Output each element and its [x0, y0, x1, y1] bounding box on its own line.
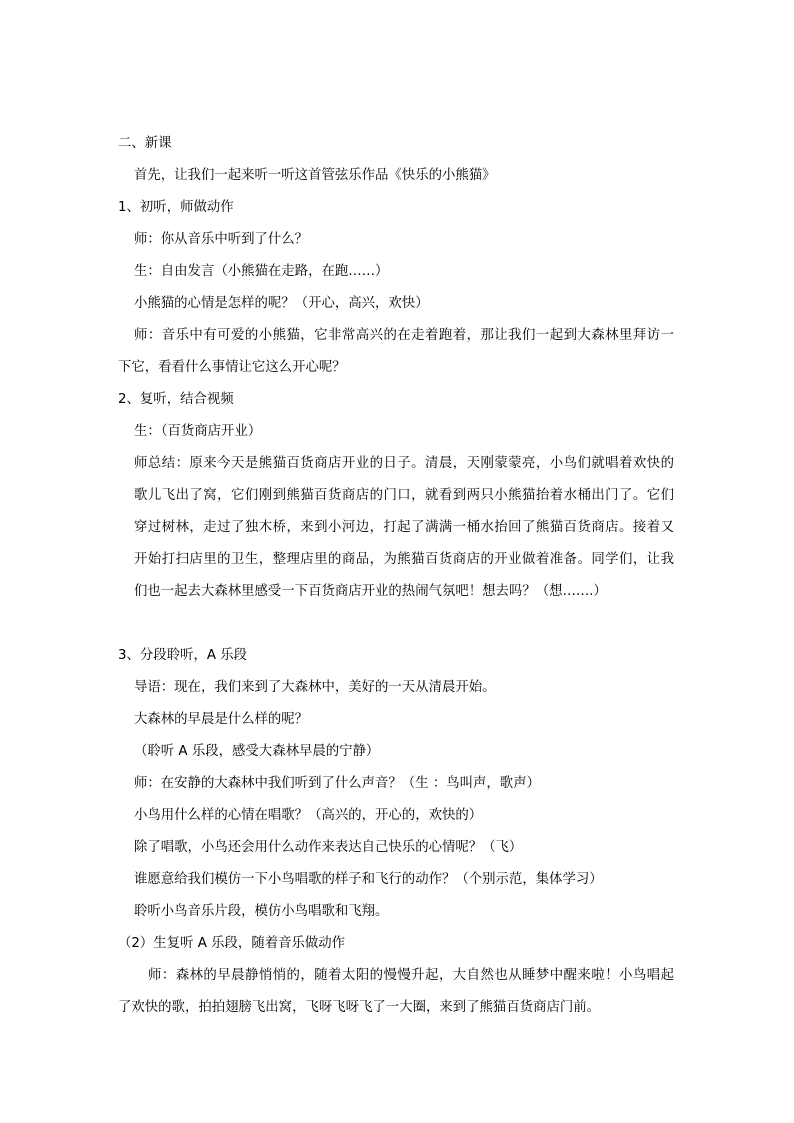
part3-sub2-line-1: 师：森林的早晨静悄悄的，随着太阳的慢慢升起，大自然也从睡梦中醒来啦！小鸟唱起	[148, 968, 674, 983]
part1-line-1: 师：你从音乐中听到了什么？	[134, 232, 309, 247]
section-title: 二、新课	[118, 136, 172, 151]
paragraph-gap	[0, 608, 794, 640]
part3-line-5: 小鸟用什么样的心情在唱歌？（高兴的，开心的，欢快的）	[134, 808, 483, 823]
part2-line-5: 开始打扫店里的卫生，整理店里的商品，为熊猫百货商店的开业做着准备。同学们，让我	[134, 552, 674, 567]
document-body	[0, 128, 794, 1024]
part3-line-7: 谁愿意给我们模仿一下小鸟唱歌的样子和飞行的动作？（个别示范，集体学习）	[134, 872, 603, 887]
part3-line-3: （聆听 A 乐段，感受大森林早晨的宁静）	[134, 744, 380, 759]
part1-line-4: 师：音乐中有可爱的小熊猫，它非常高兴的在走着跑着，那让我们一起到大森林里拜访一	[134, 328, 674, 343]
part3-line-2: 大森林的早晨是什么样的呢？	[134, 712, 309, 727]
part1-heading: 1、初听，师做动作	[118, 200, 234, 215]
part2-line-1: 生：（百货商店开业）	[134, 424, 262, 439]
part3-line-1: 导语：现在，我们来到了大森林中，美好的一天从清晨开始。	[134, 680, 496, 695]
intro-paragraph: 首先，让我们一起来听一听这首管弦乐作品《快乐的小熊猫》	[134, 168, 496, 183]
part2-line-2: 师总结：原来今天是熊猫百货商店开业的日子。清晨，天刚蒙蒙亮，小鸟们就唱着欢快的	[134, 456, 674, 471]
part1-line-2: 生：自由发言（小熊猫在走路，在跑……）	[134, 264, 389, 279]
part1-line-3: 小熊猫的心情是怎样的呢？（开心，高兴，欢快）	[134, 296, 429, 311]
part1-line-5: 下它，看看什么事情让它这么开心呢？	[118, 360, 346, 375]
part2-line-6: 们也一起去大森林里感受一下百货商店开业的热闹气氛吧！想去吗？（想…….）	[134, 584, 607, 599]
part3-heading: 3、分段聆听，A 乐段	[118, 648, 248, 663]
part2-line-3: 歌儿飞出了窝，它们刚到熊猫百货商店的门口，就看到两只小熊猫抬着水桶出门了。它们	[134, 488, 674, 503]
part2-heading: 2、复听，结合视频	[118, 392, 234, 407]
part3-sub2-heading: （2）生复听 A 乐段，随着音乐做动作	[118, 936, 346, 951]
part3-line-8: 聆听小鸟音乐片段，模仿小鸟唱歌和飞翔。	[134, 904, 389, 919]
part3-line-4: 师：在安静的大森林中我们听到了什么声音？（生 ：鸟叫声，歌声）	[134, 776, 540, 791]
part3-line-6: 除了唱歌，小鸟还会用什么动作来表达自己快乐的心情呢？（飞）	[134, 840, 523, 855]
part3-sub2-line-2: 了欢快的歌，拍拍翅膀飞出窝，飞呀飞呀飞了一大圈，来到了熊猫百货商店门前。	[118, 1000, 601, 1015]
part2-line-4: 穿过树林，走过了独木桥，来到小河边，打起了满满一桶水抬回了熊猫百货商店。接着又	[134, 520, 674, 535]
